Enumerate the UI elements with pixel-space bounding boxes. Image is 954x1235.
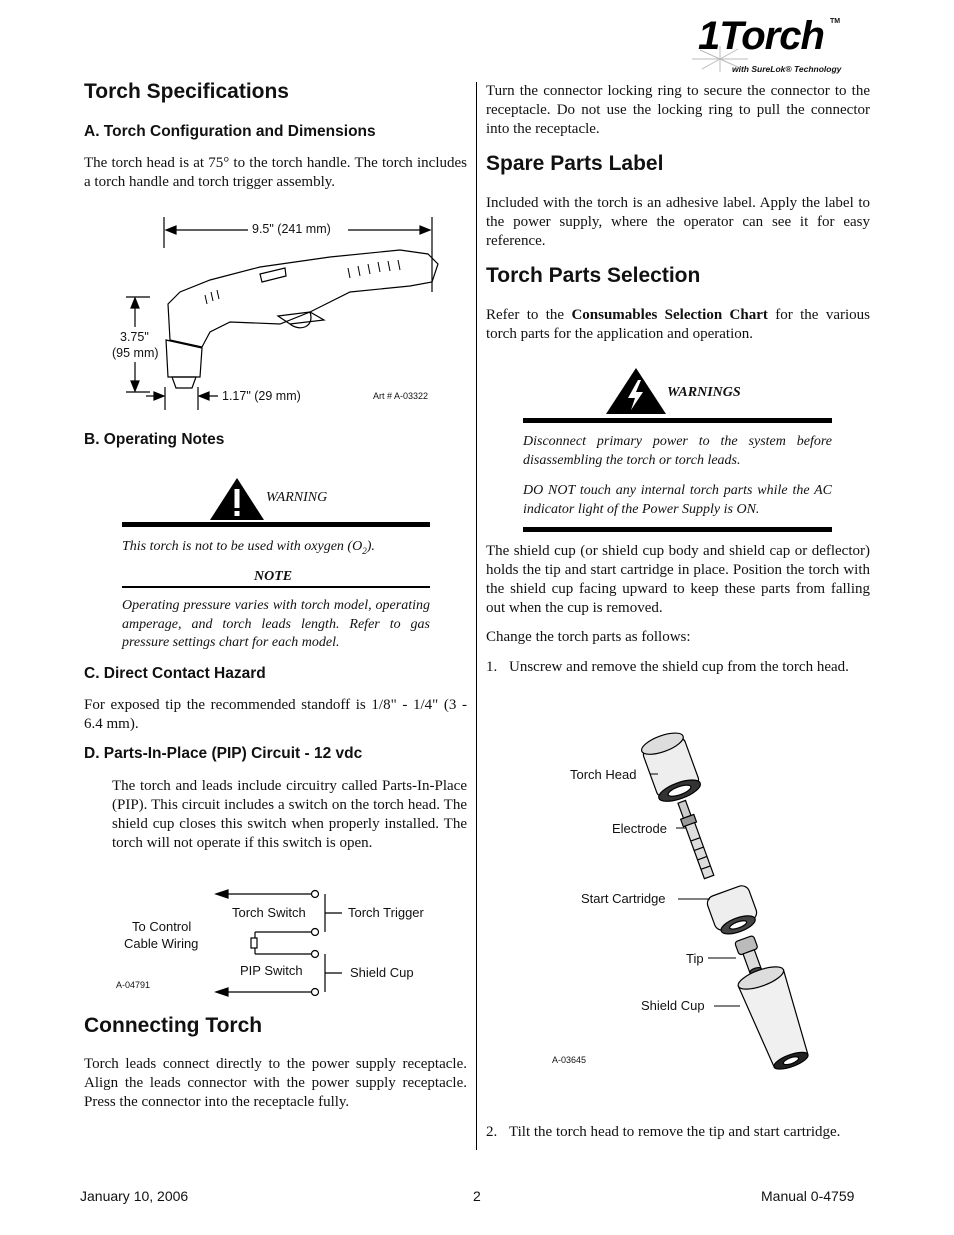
warning-label: WARNING xyxy=(266,490,328,505)
warning-rule-top xyxy=(122,522,430,527)
paragraph-shield-cup: The shield cup (or shield cup body and shield cap or deflector) holds the tip and start cartridge in place. Position the torch with the shield cup facing upward to keep these parts from falling out when the cup is removed. xyxy=(486,543,870,616)
warning-do-not-touch: DO NOT touch any internal torch parts while the AC indicator light of the Power Supply is ON. xyxy=(523,483,832,517)
label-shield-cup: Shield Cup xyxy=(641,998,705,1013)
heading-operating-notes: B. Operating Notes xyxy=(84,431,225,448)
pip-switch-label: PIP Switch xyxy=(240,963,303,978)
heading-pip-circuit: D. Parts-In-Place (PIP) Circuit - 12 vdc xyxy=(84,745,363,762)
paragraph-direct-contact: For exposed tip the recommended standoff is 1/8" - 1/4" (3 - 6.4 mm). xyxy=(84,697,467,732)
logo-brand: 1Torch xyxy=(698,14,824,58)
paragraph-spare-parts: Included with the torch is an adhesive label. Apply the label to the power supply, where the operator can see it for easy reference. xyxy=(486,195,870,249)
warning-triangle-icon xyxy=(208,476,266,522)
section-title-connecting-torch: Connecting Torch xyxy=(84,1014,263,1037)
section-title-spare-parts-label: Spare Parts Label xyxy=(486,152,664,175)
warning-oxygen-post: ). xyxy=(366,539,375,554)
to-control-label-line2: Cable Wiring xyxy=(124,936,199,951)
art-number-a03322: Art # A-03322 xyxy=(373,391,429,401)
dimension-height-inches: 3.75" xyxy=(120,330,149,344)
warnings-label: WARNINGS xyxy=(667,385,741,400)
label-electrode: Electrode xyxy=(612,821,667,836)
paragraph-torch-configuration: The torch head is at 75° to the torch handle. The torch includes a torch handle and torch trigger assembly. xyxy=(84,155,467,190)
step-2-number: 2. xyxy=(486,1124,498,1140)
torch-parts-exploded-figure xyxy=(540,730,870,1090)
torch-trigger-label: Torch Trigger xyxy=(348,905,424,920)
logo xyxy=(690,14,890,78)
warning-oxygen-text xyxy=(122,538,430,560)
warnings-rule-top xyxy=(523,418,832,423)
dimension-length: 9.5" (241 mm) xyxy=(252,222,331,236)
label-torch-head: Torch Head xyxy=(570,767,637,782)
warning-oxygen-pre: This torch is not to be used with oxygen (O xyxy=(122,539,363,554)
label-tip: Tip xyxy=(686,951,704,966)
label-start-cartridge: Start Cartridge xyxy=(581,891,666,906)
logo-tm: TM xyxy=(830,18,841,25)
torch-outline-drawing xyxy=(110,212,450,412)
heading-direct-contact-hazard: C. Direct Contact Hazard xyxy=(84,665,266,682)
pip-circuit-figure xyxy=(110,880,450,1000)
heading-torch-configuration: A. Torch Configuration and Dimensions xyxy=(84,123,376,140)
step-2-text: Tilt the torch head to remove the tip and start cartridge. xyxy=(509,1124,841,1140)
footer-manual-number: Manual 0-4759 xyxy=(761,1188,855,1204)
shield-cup-label: Shield Cup xyxy=(350,965,414,980)
section-title-torch-specifications: Torch Specifications xyxy=(84,80,289,103)
section-title-torch-parts-selection: Torch Parts Selection xyxy=(486,264,701,287)
note-label: NOTE xyxy=(254,569,293,584)
torch-parts-drawing xyxy=(540,730,870,1090)
warning-disconnect-power: Disconnect primary power to the system before disassembling the torch or torch leads. xyxy=(523,434,832,468)
dimension-width: 1.17" (29 mm) xyxy=(222,389,301,403)
footer-date: January 10, 2006 xyxy=(80,1188,189,1204)
consumables-post: for the various torch parts for the application and operation. xyxy=(486,307,871,342)
warnings-rule-bottom xyxy=(523,527,832,532)
paragraph-connector-locking: Turn the connector locking ring to secure the connector to the receptacle. Do not use the locking ring to pull the connector into the receptacle. xyxy=(486,83,870,137)
torch-dimensions-figure xyxy=(110,212,450,412)
note-text: Operating pressure varies with torch model, operating amperage, and torch leads length. Refer to gas pressure settings chart for each model. xyxy=(122,598,430,650)
paragraph-consumables xyxy=(486,306,870,344)
logo-tagline: with SureLok® Technology xyxy=(732,64,842,74)
step-1-number: 1. xyxy=(486,659,498,675)
footer-page-number: 2 xyxy=(473,1188,481,1204)
step-1-text: Unscrew and remove the shield cup from the torch head. xyxy=(509,659,849,675)
consumables-pre: Refer to the xyxy=(486,307,572,323)
art-number-a03645: A-03645 xyxy=(552,1055,587,1065)
paragraph-change-parts: Change the torch parts as follows: xyxy=(486,629,691,645)
column-divider xyxy=(476,82,477,1150)
dimension-height-mm: (95 mm) xyxy=(112,346,159,360)
note-rule-top xyxy=(122,586,430,588)
to-control-label-line1: To Control xyxy=(132,919,192,934)
paragraph-connecting-torch: Torch leads connect directly to the power supply receptacle. Align the leads connector with the power supply receptacle. Press the connector into the receptacle fully. xyxy=(84,1056,467,1110)
art-number-a04791: A-04791 xyxy=(116,980,151,990)
warning-oxygen-sub: 2 xyxy=(362,545,367,556)
torch-switch-label: Torch Switch xyxy=(232,905,306,920)
consumables-chart-name: Consumables Selection Chart xyxy=(571,307,768,323)
electrical-hazard-icon xyxy=(604,366,668,416)
paragraph-pip-circuit: The torch and leads include circuitry called Parts-In-Place (PIP). This circuit includes a switch on the torch head. The shield cup closes this switch when properly installed. The torch will not operate if this switch is open. xyxy=(112,778,467,851)
